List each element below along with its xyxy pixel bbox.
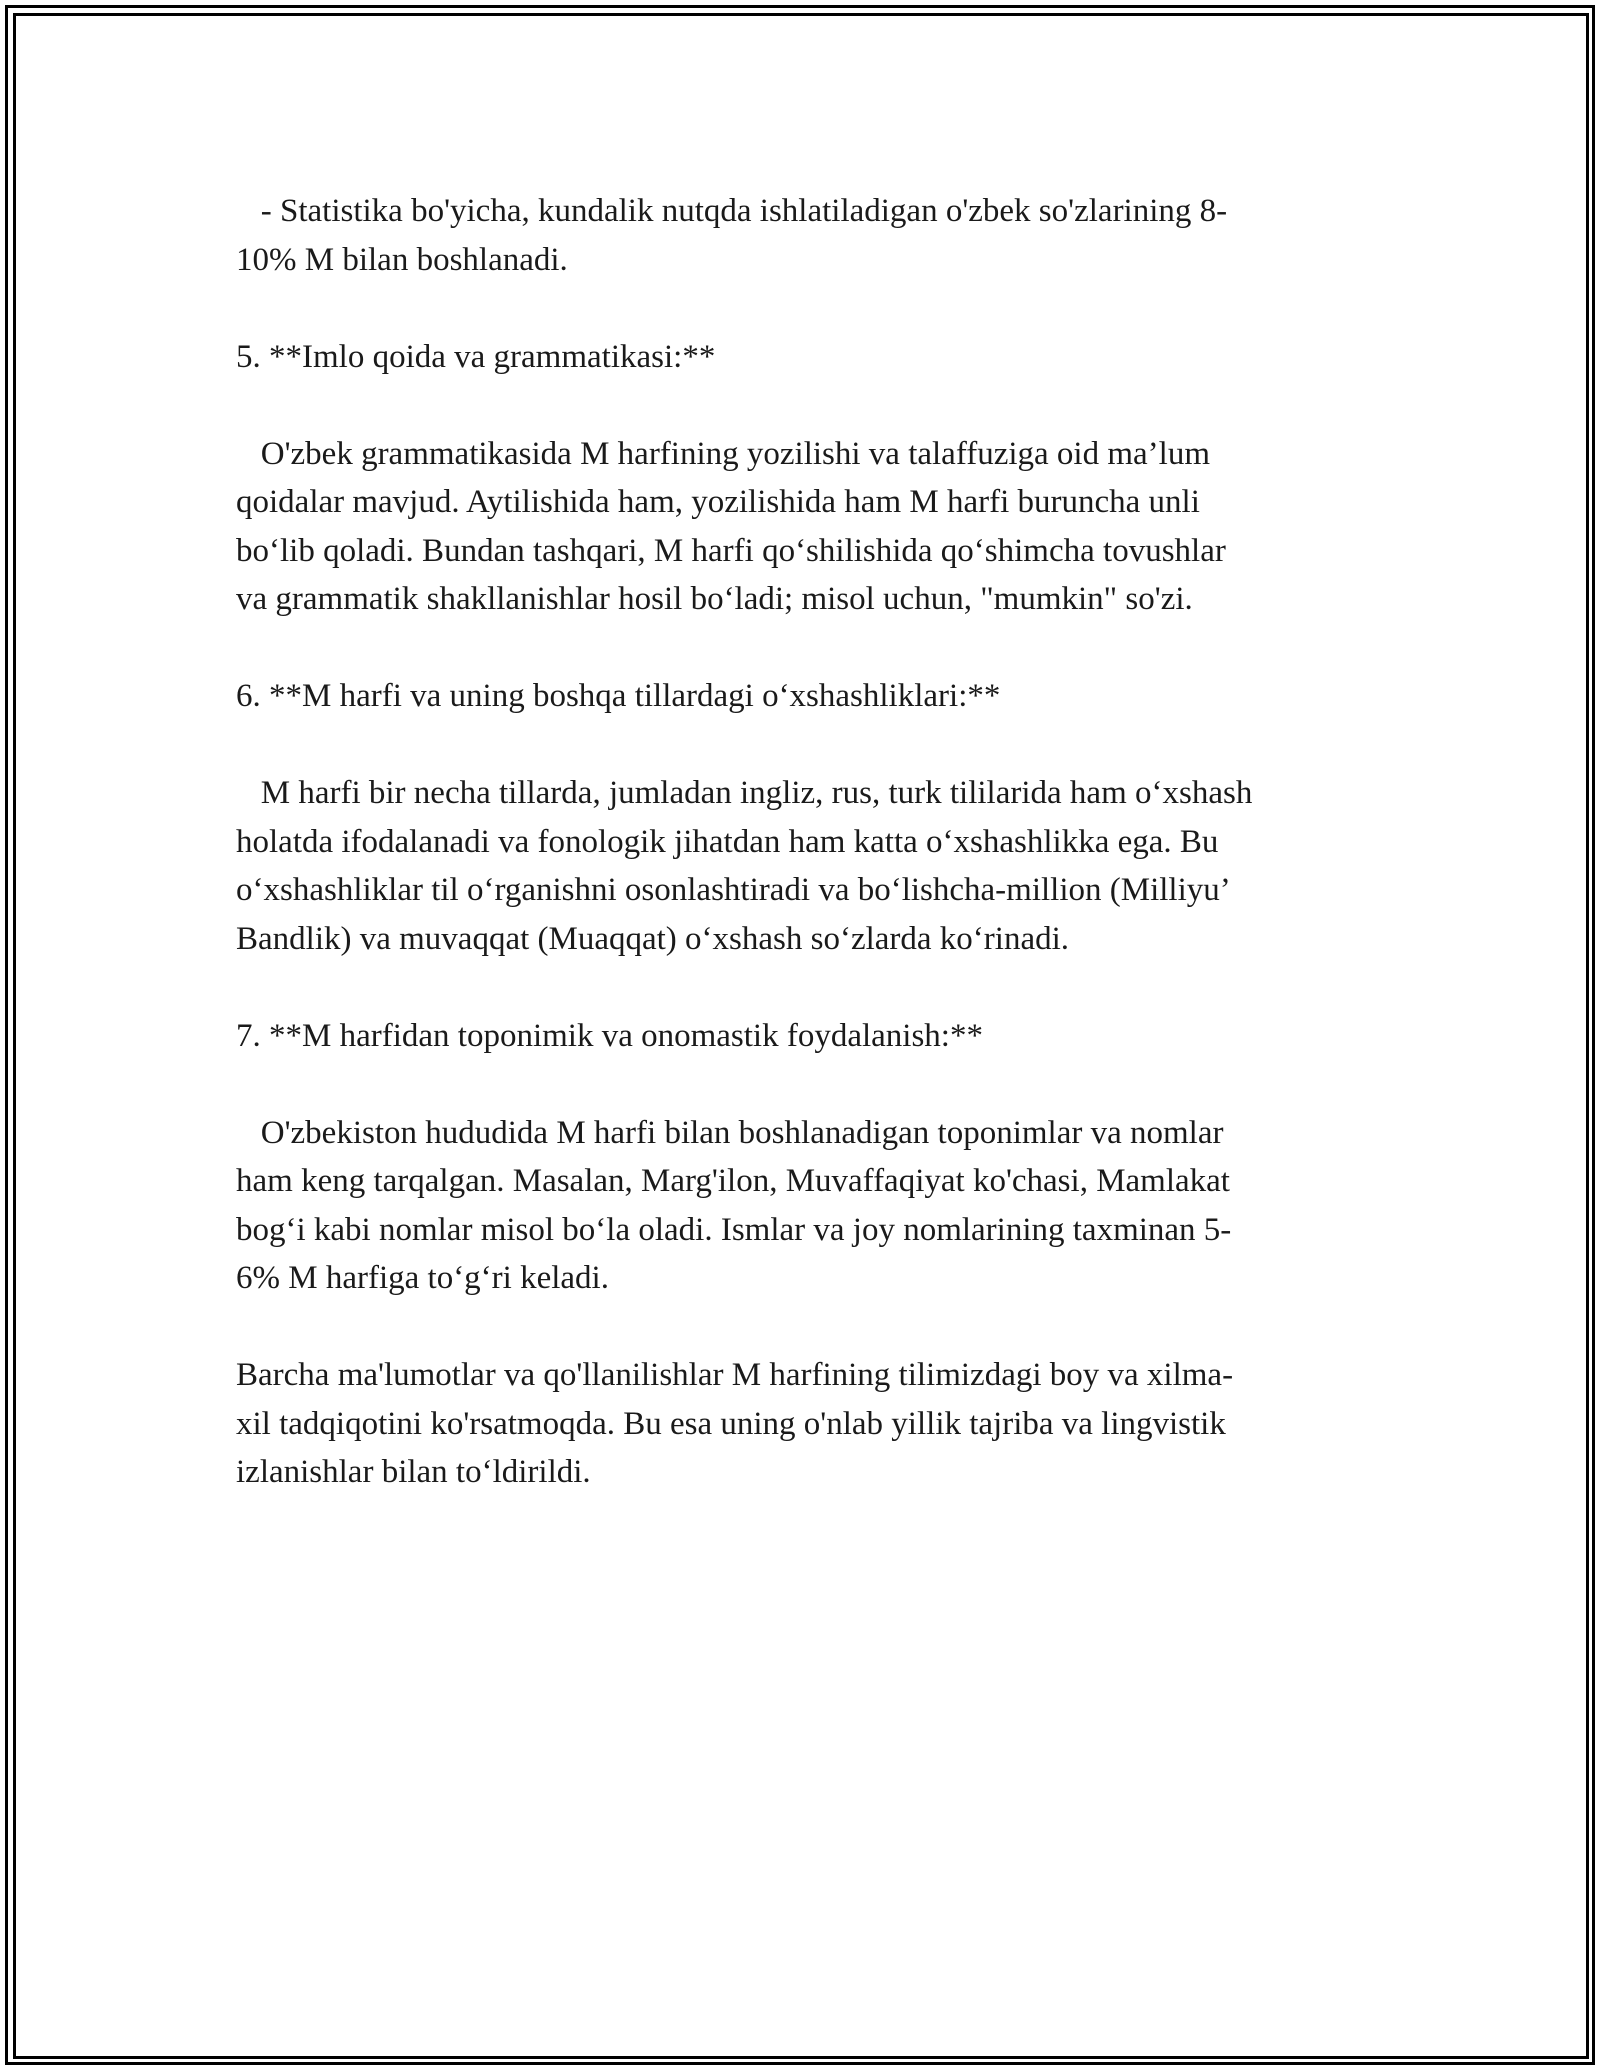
section-5-heading: 5. **Imlo qoida va grammatikasi:** xyxy=(236,338,716,375)
statistics-paragraph: - Statistika bo'yicha, kundalik nutqda ishlatiladigan o'zbek so'zlarining 8- 10% M bilan boshlanadi. xyxy=(236,193,1228,278)
document-body xyxy=(236,187,1361,1497)
section-5-paragraph: O'zbek grammatikasida M harfining yozilishi va talaffuziga oid ma’lum qoidalar mavjud. Aytilishida ham, yozilishida ham M harfi buruncha unli bo‘lib qoladi. Bundan tashqari, M harfi qo‘shilishida qo‘shimcha tovushlar va grammatik shakllanishlar hosil bo‘ladi; misol uchun, "mumkin" so'zi. xyxy=(236,435,1226,617)
conclusion-paragraph: Barcha ma'lumotlar va qo'llanilishlar M harfining tilimizdagi boy va xilma- xil tadqiqotini ko'rsatmoqda. Bu esa uning o'nlab yillik tajriba va lingvistik izlanishlar bilan to‘ldirildi. xyxy=(236,1357,1234,1490)
section-6-paragraph: M harfi bir necha tillarda, jumladan ingliz, rus, turk tililarida ham o‘xshash holatda ifodalanadi va fonologik jihatdan ham katta o‘xshashlikka ega. Bu o‘xshashliklar til o‘rganishni osonlashtiradi va bo‘lishcha-million (Milliyu’ Bandlik) va muvaqqat (Muaqqat) o‘xshash so‘zlarda ko‘rinadi. xyxy=(236,775,1253,957)
section-6-heading: 6. **M harfi va uning boshqa tillardagi o‘xshashliklari:** xyxy=(236,678,1001,714)
section-7-heading: 7. **M harfidan toponimik va onomastik foydalanish:** xyxy=(236,1017,983,1054)
section-7-paragraph: O'zbekiston hududida M harfi bilan boshlanadigan toponimlar va nomlar ham keng tarqalgan. Masalan, Marg'ilon, Muvaffaqiyat ko'chasi, Mamlakat bog‘i kabi nomlar misol bo‘la oladi. Ismlar va joy nomlarining taxminan 5- 6% M harfiga to‘g‘ri keladi. xyxy=(236,1114,1232,1296)
